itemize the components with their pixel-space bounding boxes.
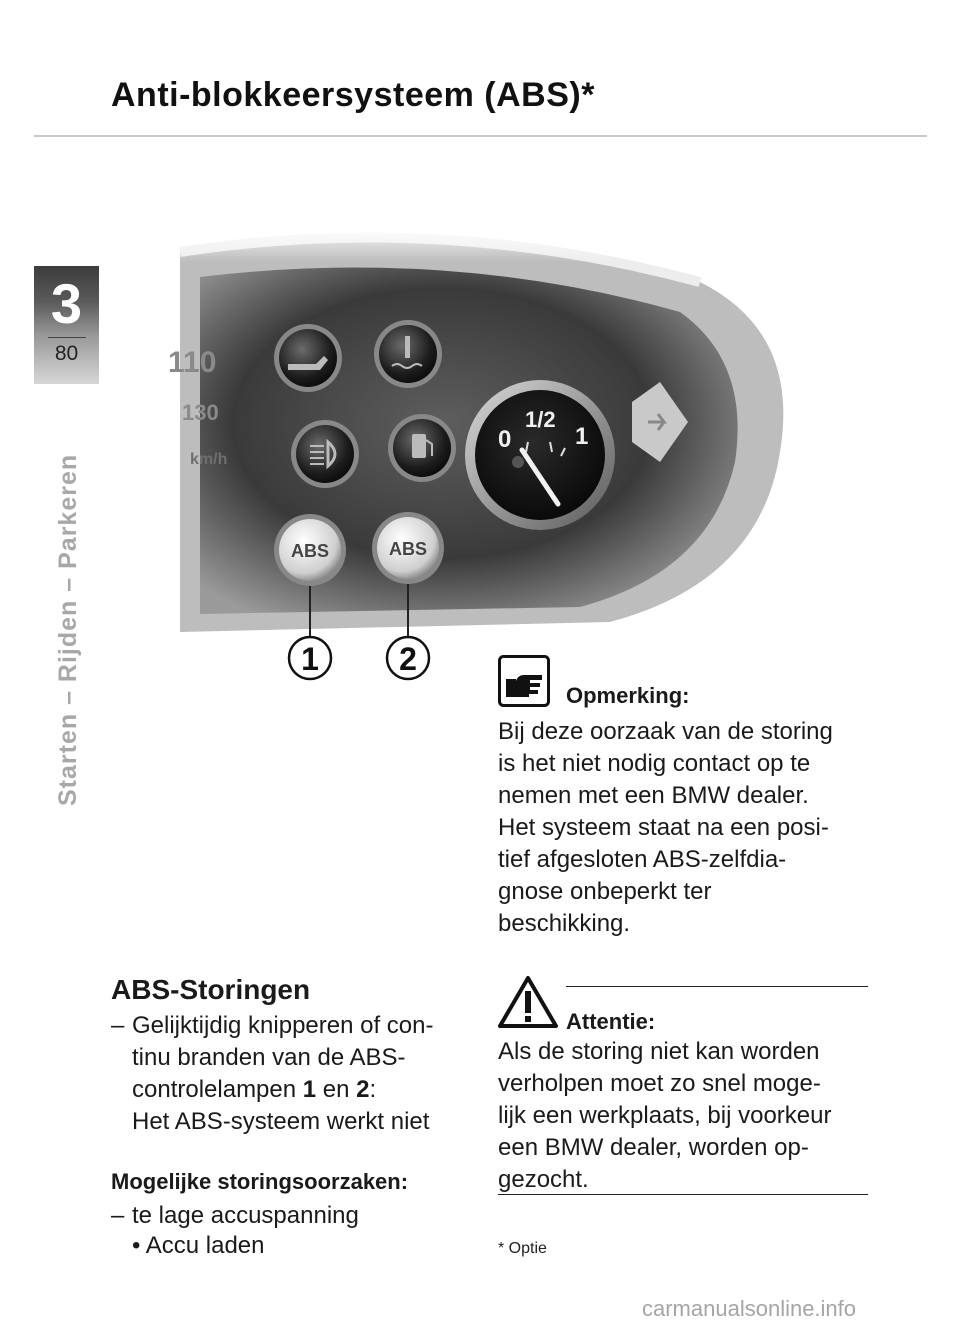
- list-text: :: [369, 1076, 377, 1103]
- page-number: 80: [54, 342, 79, 365]
- lamp-ref-1: 1: [302, 1076, 317, 1103]
- attention-divider-top: [566, 986, 868, 987]
- fuel-reserve-lamp: [388, 414, 456, 482]
- list-line: tinu branden van de ABS-: [132, 1044, 406, 1071]
- attention-divider-bottom: [498, 1194, 868, 1195]
- list-item-cause: [111, 1200, 471, 1232]
- attention-line: Als de storing niet kan worden: [498, 1038, 820, 1065]
- speed-scale-130: 130: [182, 400, 219, 425]
- fog-light-lamp: [291, 420, 359, 488]
- note-heading: Opmerking:: [566, 683, 690, 708]
- pointing-hand-icon: [498, 655, 550, 707]
- note-line: tief afgesloten ABS-zelfdia-: [498, 846, 787, 873]
- note-line: is het niet nodig contact op te: [498, 750, 811, 777]
- chapter-number: 3: [50, 272, 83, 335]
- lamp-ref-2: 2: [356, 1076, 370, 1103]
- thermometer-icon: [405, 336, 410, 358]
- callout-1: [289, 637, 331, 679]
- footnote: * Optie: [498, 1240, 547, 1257]
- note-line: gnose onbeperkt ter: [498, 878, 712, 905]
- chapter-divider: [48, 337, 86, 338]
- note-text: [498, 716, 868, 940]
- gauge-label-half: 1/2: [525, 407, 556, 432]
- callout-2: [387, 637, 429, 679]
- abs-lamp-1: [274, 514, 346, 586]
- chapter-tab: [34, 266, 99, 384]
- gauge-label-full: 1: [575, 423, 589, 450]
- section-heading: ABS-Storingen: [111, 974, 311, 1005]
- title-divider: [34, 135, 927, 137]
- list-dash: –: [111, 1012, 125, 1039]
- list-text: controlelampen: [132, 1076, 303, 1103]
- abs-lamp-2: [372, 512, 444, 584]
- list-dash: –: [111, 1202, 125, 1229]
- watermark: carmanualsonline.info: [642, 1296, 857, 1321]
- page-title: Anti-blokkeersysteem (ABS)*: [111, 76, 595, 114]
- chapter-side-title: Starten – Rijden – Parkeren: [54, 453, 82, 806]
- attention-line: lijk een werkplaats, bij voorkeur: [498, 1102, 832, 1129]
- speed-scale-110: 110: [168, 346, 217, 379]
- attention-text: [498, 1036, 868, 1196]
- note-line: nemen met een BMW dealer.: [498, 782, 809, 809]
- fuel-pump-icon: [412, 434, 426, 458]
- coolant-temp-lamp: [374, 320, 442, 388]
- speed-unit: km/h: [190, 451, 228, 468]
- list-line: te lage accuspanning: [132, 1202, 359, 1229]
- warning-triangle-icon: [497, 975, 559, 1029]
- abs-lamp-2-label: ABS: [388, 539, 428, 559]
- abs-lamp-1-label: ABS: [290, 541, 330, 561]
- oil-pressure-lamp: [274, 324, 342, 392]
- callout-2-label: 2: [399, 641, 417, 677]
- note-line: Het systeem staat na een posi-: [498, 814, 829, 841]
- attention-heading: Attentie:: [566, 1009, 656, 1034]
- attention-line: een BMW dealer, worden op-: [498, 1134, 809, 1161]
- note-line: Bij deze oorzaak van de storing: [498, 718, 833, 745]
- gauge-label-empty: 0: [498, 426, 512, 453]
- note-line: beschikking.: [498, 910, 631, 937]
- list-line: Het ABS-systeem werkt niet: [132, 1108, 430, 1135]
- list-item-symptom: [111, 1010, 471, 1138]
- fuel-gauge: [465, 380, 615, 530]
- attention-line: verholpen moet zo snel moge-: [498, 1070, 821, 1097]
- causes-heading: Mogelijke storingsoorzaken:: [111, 1169, 409, 1194]
- list-text: en: [316, 1076, 357, 1103]
- list-line: Gelijktijdig knipperen of con-: [132, 1012, 434, 1039]
- attention-line: gezocht.: [498, 1166, 589, 1193]
- bullet-item-remedy: • Accu laden: [132, 1232, 265, 1259]
- callout-1-label: 1: [301, 641, 319, 677]
- list-line: [132, 1074, 376, 1106]
- instrument-cluster-photo: [140, 222, 830, 692]
